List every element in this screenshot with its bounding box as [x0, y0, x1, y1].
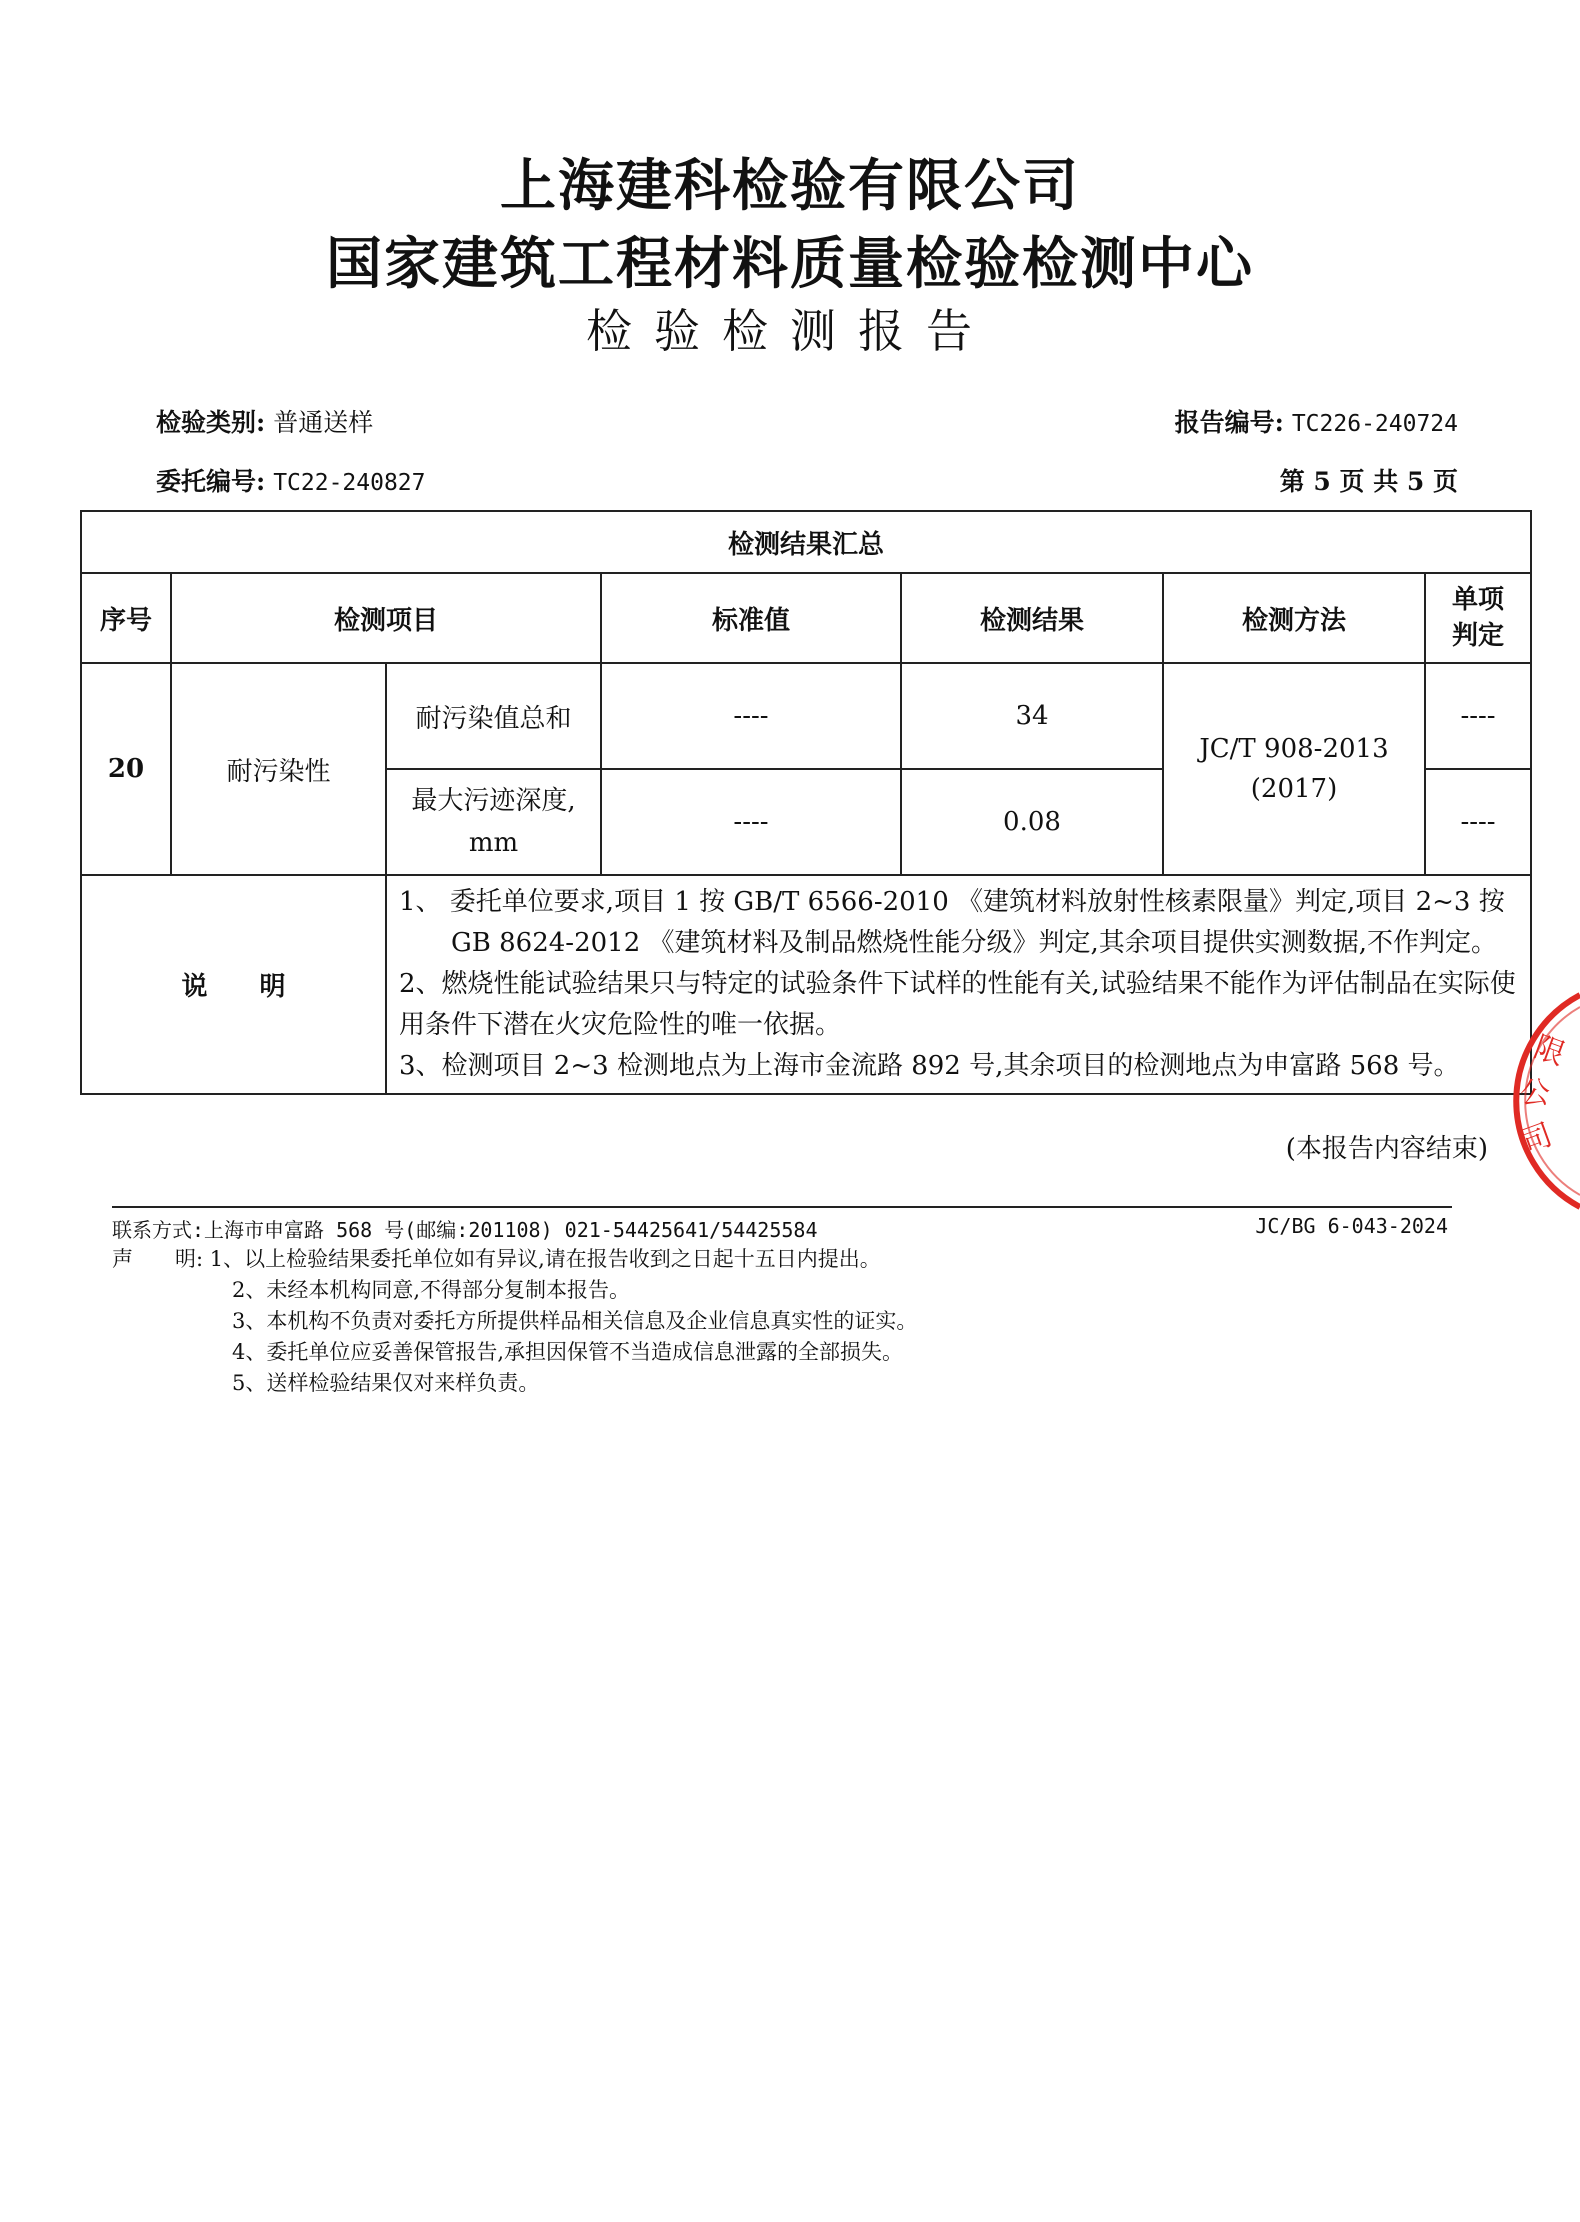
report-no-field — [1175, 403, 1458, 439]
footer-divider — [112, 1206, 1452, 1208]
row-method-line2: (2017) — [1250, 774, 1338, 804]
header-result: 检测结果 — [901, 573, 1163, 663]
statement-3: 3、本机构不负责对委托方所提供样品相关信息及企业信息真实性的证实。 — [232, 1309, 918, 1333]
commission-label: 委托编号: — [156, 467, 266, 496]
note-2b: 用条件下潜在火灾危险性的唯一依据。 — [399, 1010, 842, 1040]
page-info: 第 5 页 共 5 页 — [1279, 467, 1458, 496]
header-judge-line1: 单项 — [1452, 585, 1505, 615]
note-2a: 2、燃烧性能试验结果只与特定的试验条件下试样的性能有关,试验结果不能作为评估制品在实际使 — [399, 969, 1516, 999]
statement-5: 5、送样检验结果仅对来样负责。 — [232, 1371, 540, 1395]
statement-1: 1、以上检验结果委托单位如有异议,请在报告收到之日起十五日内提出。 — [209, 1247, 881, 1271]
official-seal-stamp — [1470, 985, 1580, 1215]
row-standard2: ---- — [601, 769, 901, 875]
row-result2: 0.08 — [901, 769, 1163, 875]
company-name: 上海建科检验有限公司 — [500, 153, 1080, 219]
row-judge2: ---- — [1425, 769, 1531, 875]
table-caption: 检测结果汇总 — [81, 511, 1531, 573]
seal-glyph-3: 司 — [1516, 1117, 1557, 1161]
row-sub2-line2: mm — [468, 828, 519, 858]
row-judge1: ---- — [1425, 663, 1531, 769]
row-method — [1163, 663, 1425, 875]
seal-glyph-1: 限 — [1529, 1029, 1570, 1073]
end-note: (本报告内容结束) — [1285, 1134, 1488, 1164]
notes-cell — [386, 875, 1531, 1094]
row-sub1: 耐污染值总和 — [386, 663, 601, 769]
note-1b: GB 8624-2012 《建筑材料及制品燃烧性能分级》判定,其余项目提供实测数据,不作判定。 — [451, 928, 1498, 958]
statement-label: 声 明: — [112, 1247, 204, 1271]
footer-form-code: JC/BG 6-043-2024 — [1255, 1214, 1448, 1238]
category-label: 检验类别: — [156, 408, 266, 437]
results-table — [80, 510, 1532, 1095]
report-no-label: 报告编号: — [1174, 408, 1284, 437]
header-method: 检测方法 — [1163, 573, 1425, 663]
commission-field — [156, 462, 426, 498]
row-sub2-line1: 最大污迹深度, — [411, 786, 576, 816]
header-judge-line2: 判定 — [1452, 621, 1505, 651]
row-item: 耐污染性 — [171, 663, 386, 875]
footer-contact: 联系方式:上海市申富路 568 号(邮编:201108) 021-54425641/54425584 — [112, 1218, 818, 1242]
header-item: 检测项目 — [171, 573, 601, 663]
seal-glyph-2: 公 — [1520, 1076, 1550, 1111]
commission-value: TC22-240827 — [273, 470, 426, 496]
row-method-line1: JC/T 908-2013 — [1199, 734, 1389, 764]
row-standard1: ---- — [601, 663, 901, 769]
header-standard: 标准值 — [601, 573, 901, 663]
statement-block — [112, 1244, 917, 1399]
center-name: 国家建筑工程材料质量检验检测中心 — [326, 231, 1254, 297]
statement-2: 2、未经本机构同意,不得部分复制本报告。 — [232, 1278, 631, 1302]
header-seq: 序号 — [81, 573, 171, 663]
notes-label: 说 明 — [81, 875, 386, 1094]
report-no-value: TC226-240724 — [1291, 411, 1458, 437]
row-seq: 20 — [81, 663, 171, 875]
report-type-title: 检验检测报告 — [586, 304, 994, 358]
category-value: 普通送样 — [273, 408, 374, 437]
note-3: 3、检测项目 2~3 检测地点为上海市金流路 892 号,其余项目的检测地点为申富路 568 号。 — [399, 1051, 1460, 1081]
statement-4: 4、委托单位应妥善保管报告,承担因保管不当造成信息泄露的全部损失。 — [232, 1340, 904, 1364]
header-judge — [1425, 573, 1531, 663]
row-sub2 — [386, 769, 601, 875]
row-result1: 34 — [901, 663, 1163, 769]
category-field — [156, 403, 373, 439]
note-1a: 1、 委托单位要求,项目 1 按 GB/T 6566-2010 《建筑材料放射性核素限量》判定,项目 2~3 按 — [399, 887, 1505, 917]
table-row — [81, 663, 1531, 769]
